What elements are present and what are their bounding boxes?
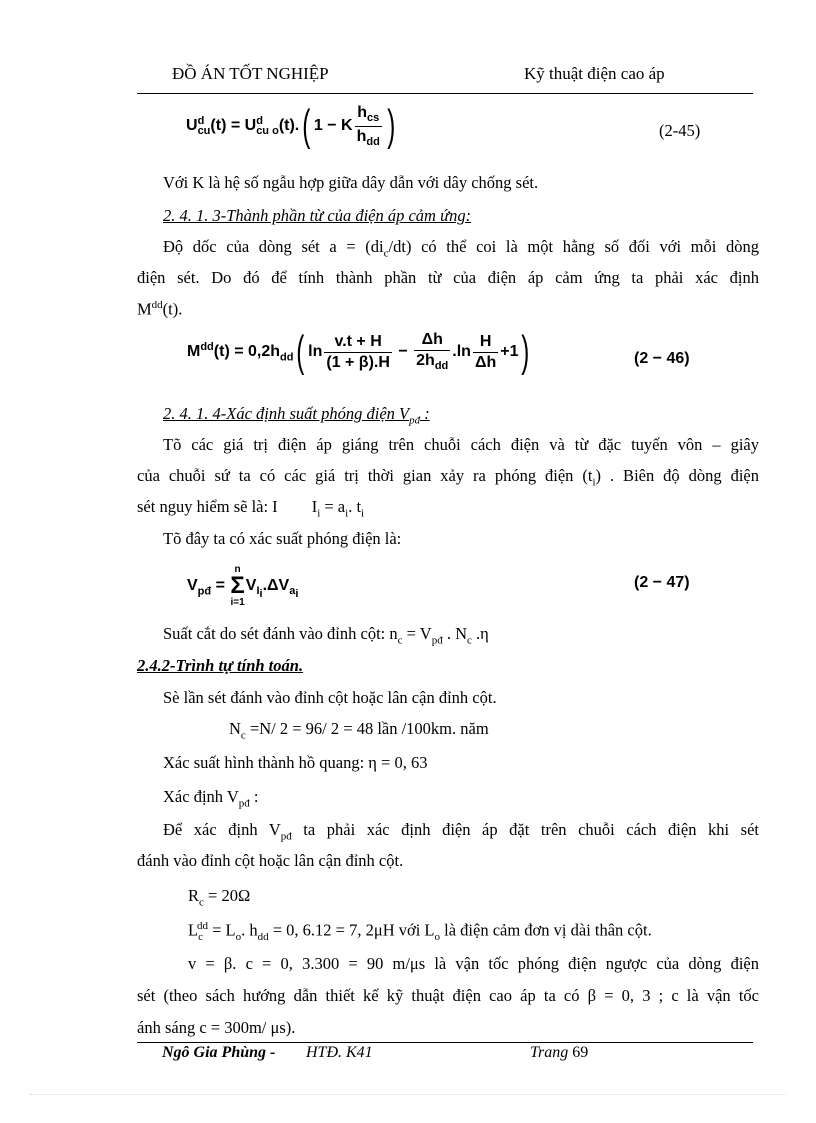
paragraph-voltage-line-1: Tõ các giá trị điện áp giáng trên chuỗi cách điện và từ đặc tuyến vôn – giây <box>163 435 759 454</box>
equation-2-45: U d cu (t) = U d cu o (t).( 1 − K $\frac{h_{cs}}{h_{dd}}$ ) <box>186 101 396 150</box>
paragraph-slope-line-3: $M^{dd}(t)$. <box>137 299 183 319</box>
paragraph-probability-intro: Tõ đây ta có xác suất phóng điện là: <box>163 529 402 548</box>
footer-author: Ngô Gia Phùng - <box>162 1044 276 1061</box>
header-subject: Kỹ thuật điện cao áp <box>524 64 665 83</box>
header-title: ĐỒ ÁN TỐT NGHIỆP <box>172 64 329 83</box>
paragraph-arc-probability: Xác suất hình thành hồ quang: η = 0, 63 <box>163 753 428 772</box>
equation-number-2-46: (2 − 46) <box>634 350 690 367</box>
equation-number-2-45: (2-45) <box>659 121 701 140</box>
paragraph-velocity-line-1: v = β. c = 0, 3.300 = 90 m/μs là vận tốc phóng điện ngược của dòng điện <box>188 954 759 973</box>
paragraph-insulator-voltage-line-1: Để xác định $V_{pđ}$ ta phải xác định điện áp đặt trên chuỗi cách điện khi sét <box>163 820 759 843</box>
equation-number-2-47: (2 − 47) <box>634 574 690 591</box>
section-heading-2-4-1-4: 2. 4. 1. 4-Xác định suất phóng điện $V_{pđ}$ : <box>163 404 430 427</box>
paragraph-slope-line-1: Độ dốc của dòng sét $a = (di_c/dt)$ có thể coi là một hằng số đối với mỗi dòng <box>163 237 759 260</box>
paragraph-voltage-line-3: sét nguy hiểm sẽ là: I $I_i = a_i$. $t_i$ <box>137 497 365 520</box>
paragraph-trip-rate: Suất cắt do sét đánh vào đỉnh cột: $n_c = V_{pđ}$ . $N_c$ .η <box>163 624 489 647</box>
equation-2-47: $V_{pđ}$ = n Σ i=1 $V_{I_i}.\Delta V_{a_i}$ <box>187 564 299 608</box>
paragraph-k-coefficient: Với K là hệ số ngẫu hợp giữa dây dẫn với dây chống sét. <box>163 173 539 192</box>
paragraph-strike-count: Sè lần sét đánh vào đỉnh cột hoặc lân cận đỉnh cột. <box>163 688 497 707</box>
paragraph-nc-value: $N_c =N/$ 2 = 96/ 2 = 48 lần /100km. năm <box>229 719 489 742</box>
paragraph-insulator-voltage-line-2: đánh vào đỉnh cột hoặc lân cận đỉnh cột. <box>137 851 404 870</box>
paragraph-velocity-line-2: sét (theo sách hướng dẫn thiết kế kỹ thuật điện cao áp ta có β = 0, 3 ; c là vận tốc <box>137 986 759 1005</box>
footer-class: HTĐ. K41 <box>306 1044 373 1061</box>
page-bottom-dotted-line <box>30 1094 786 1095</box>
header-rule <box>137 93 753 94</box>
paragraph-slope-line-2: điện sét. Do đó để tính thành phần từ của điện áp cảm ứng ta phải xác định <box>137 268 759 287</box>
paragraph-determine-vpd: Xác định $V_{pđ}$ : <box>163 787 259 810</box>
paragraph-inductance: $L_c^{dd} = L_o$. $h_{dd} = 0$, 6.12 = 7, 2μH với $L_o$ là điện cảm đơn vị dài thân cột. <box>188 920 652 943</box>
section-heading-2-4-1-3: 2. 4. 1. 3-Thành phần từ của điện áp cảm ứng: <box>163 206 472 225</box>
equation-2-46: $M^{dd}(t) = 0,2h_{dd}$( ln $\frac{v.t + H}{(1 + \beta).H}$ − $\frac{\Delta h}{2h_{dd}}$ .ln $\frac{H}{\Delta h}$ +1) <box>187 327 530 376</box>
paragraph-voltage-line-2: của chuỗi sứ ta có các giá trị thời gian xảy ra phóng điện $(t_i)$ . Biên độ dòng điện <box>137 466 759 489</box>
footer-rule <box>137 1042 753 1043</box>
footer-page-label: Trang <box>530 1044 569 1061</box>
section-heading-2-4-2: 2.4.2-Trình tự tính toán. <box>137 656 304 675</box>
footer-page <box>530 1044 588 1062</box>
paragraph-velocity-line-3: ánh sáng c = 300m/ μs). <box>137 1018 296 1037</box>
paragraph-rc-value: $R_c = 20\Omega$ <box>188 886 251 909</box>
footer-page-number: 69 <box>572 1044 589 1061</box>
